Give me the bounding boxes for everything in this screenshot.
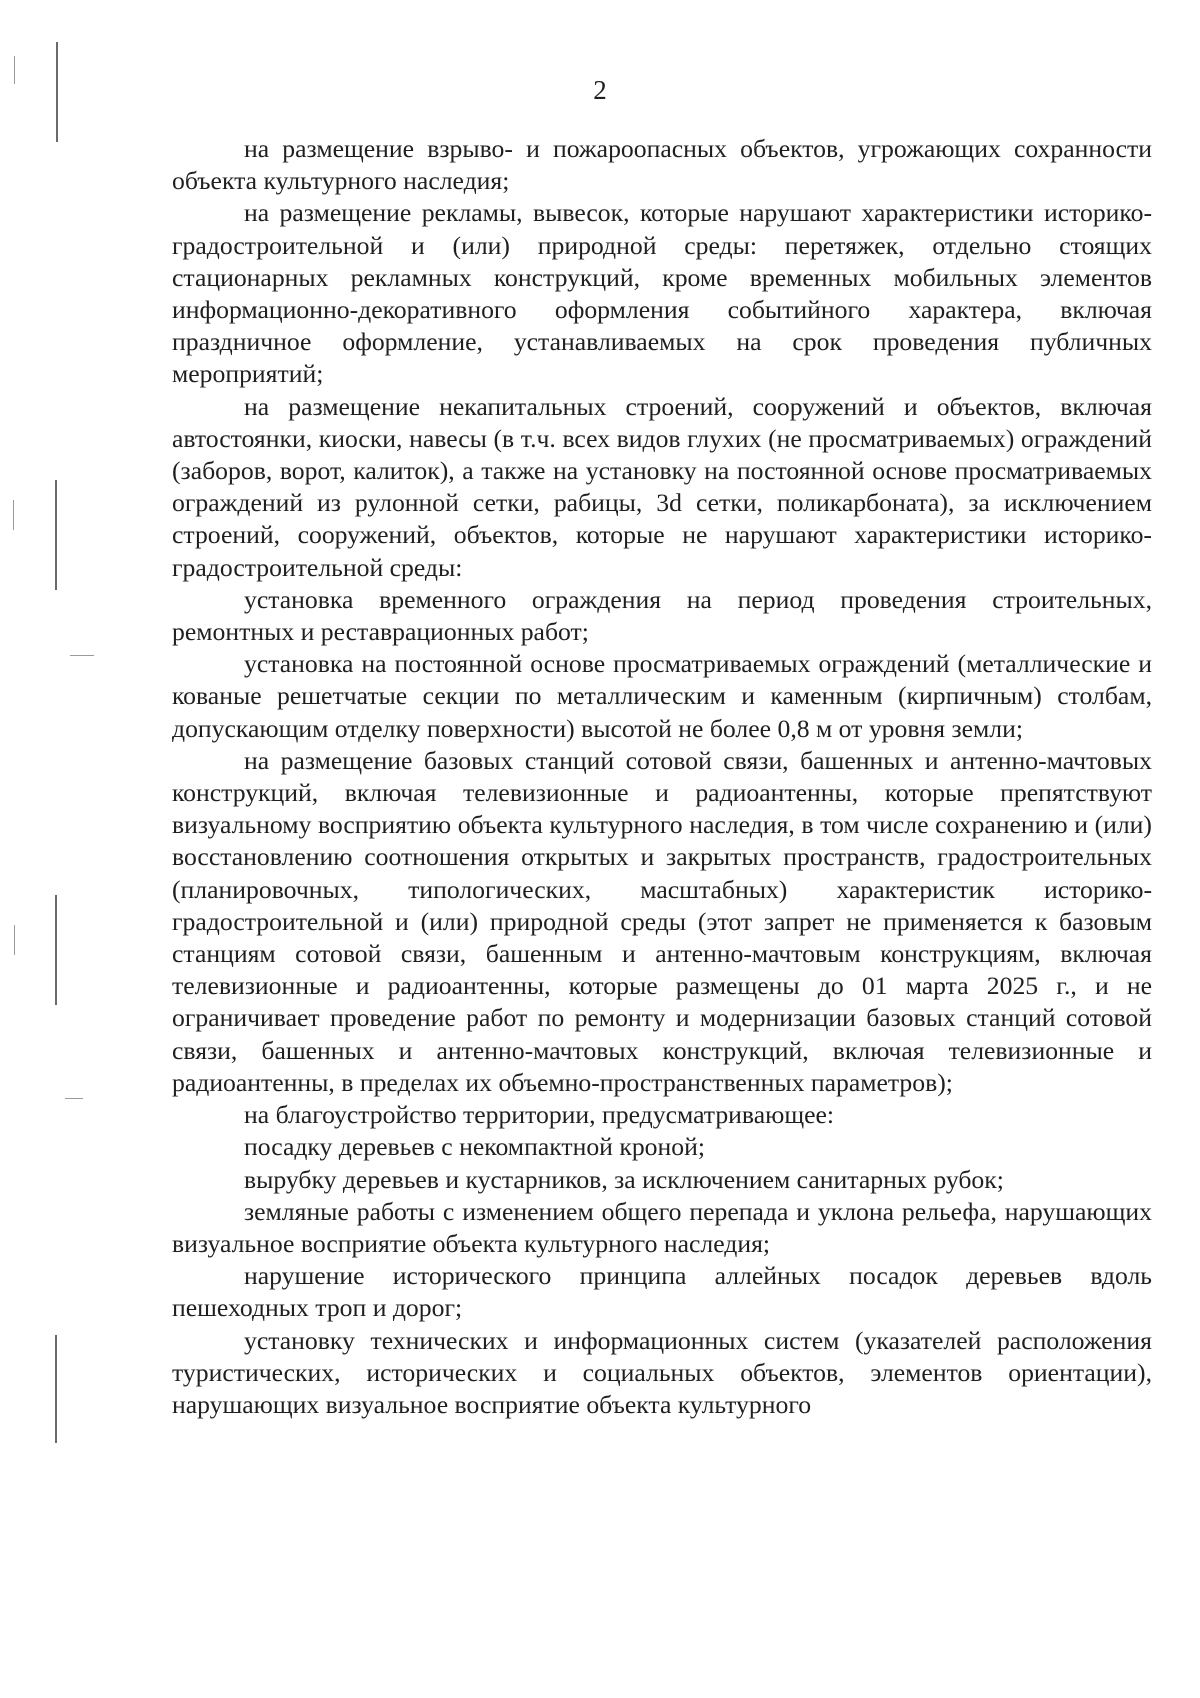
paragraph: установка на постоянной основе просматриваемых ограждений (металлические и кованые решетчатые секции по металлическим и каменным (кирпичным) столбам, допускающим отделку поверхности) высотой не более 0,8 м от уровня земли; (172, 649, 1152, 743)
paragraph: на размещение рекламы, вывесок, которые нарушают характеристики историко-градостроительной и (или) природной среды: перетяжек, отдельно стоящих стационарных рекламных конструкций, кроме временных мобильных элементов информационно-декоративного оформления событийного характера, включая праздничное оформление, устанавливаемых на срок проведения публичных мероприятий; (172, 198, 1152, 389)
paragraph: установка временного ограждения на период проведения строительных, ремонтных и реставрационных работ; (172, 584, 1152, 647)
scan-artifact-line (55, 895, 57, 1005)
scan-artifact-line (55, 480, 57, 590)
paragraph: земляные работы с изменением общего перепада и уклона рельефа, нарушающих визуальное восприятие объекта культурного наследия; (172, 1196, 1152, 1258)
paragraph: на размещение взрыво- и пожароопасных объектов, угрожающих сохранности объекта культурного наследия; (172, 134, 1152, 196)
page-number: 2 (593, 75, 607, 105)
scan-artifact-line (13, 500, 14, 530)
paragraph: посадку деревьев с некомпактной кроной; (244, 1132, 705, 1162)
paragraph: нарушение исторического принципа аллейных посадок деревьев вдоль пешеходных троп и дорог; (172, 1261, 1152, 1323)
scan-artifact-line (55, 1335, 57, 1443)
paragraph: на размещение некапитальных строений, сооружений и объектов, включая автостоянки, киоски, навесы (в т.ч. всех видов глухих (не просматриваемых) ограждений (заборов, ворот, калиток), а также на установку на постоянной основе просматриваемых ограждений из рулонной сетки, рабицы, 3d сетки, поликарбоната), за исключением строений, сооружений, объектов, которые не нарушают характеристики историко-градостроительной среды: (172, 391, 1152, 582)
scan-artifact-line (70, 655, 94, 656)
document-body (172, 133, 1152, 1421)
paragraph: на благоустройство территории, предусматривающее: (244, 1100, 835, 1130)
scan-artifact-line (14, 925, 15, 955)
paragraph: установку технических и информационных систем (указателей расположения туристических, исторических и социальных объектов, элементов ориентации), нарушающих визуальное восприятие объекта культурного (172, 1325, 1152, 1419)
paragraph: вырубку деревьев и кустарников, за исключением санитарных рубок; (244, 1164, 1004, 1194)
scan-artifact-line (65, 1098, 83, 1099)
paragraph: на размещение базовых станций сотовой связи, башенных и антенно-мачтовых конструкций, включая телевизионные и радиоантенны, которые препятствуют визуальному восприятию объекта культурного наследия, в том числе сохранению и (или) восстановлению соотношения открытых и закрытых пространств, градостроительных (планировочных, типологических, масштабных) характеристик историко-градостроительной и (или) природной среды (этот запрет не применяется к базовым станциям сотовой связи, башенным и антенно-мачтовым конструкциям, включая телевизионные и радиоантенны, которые размещены до 01 марта 2025 г., и не ограничивает проведение работ по ремонту и модернизации базовых станций сотовой связи, башенных и антенно-мачтовых конструкций, включая телевизионные и радиоантенны, в пределах их объемно-пространственных параметров); (172, 745, 1152, 1097)
